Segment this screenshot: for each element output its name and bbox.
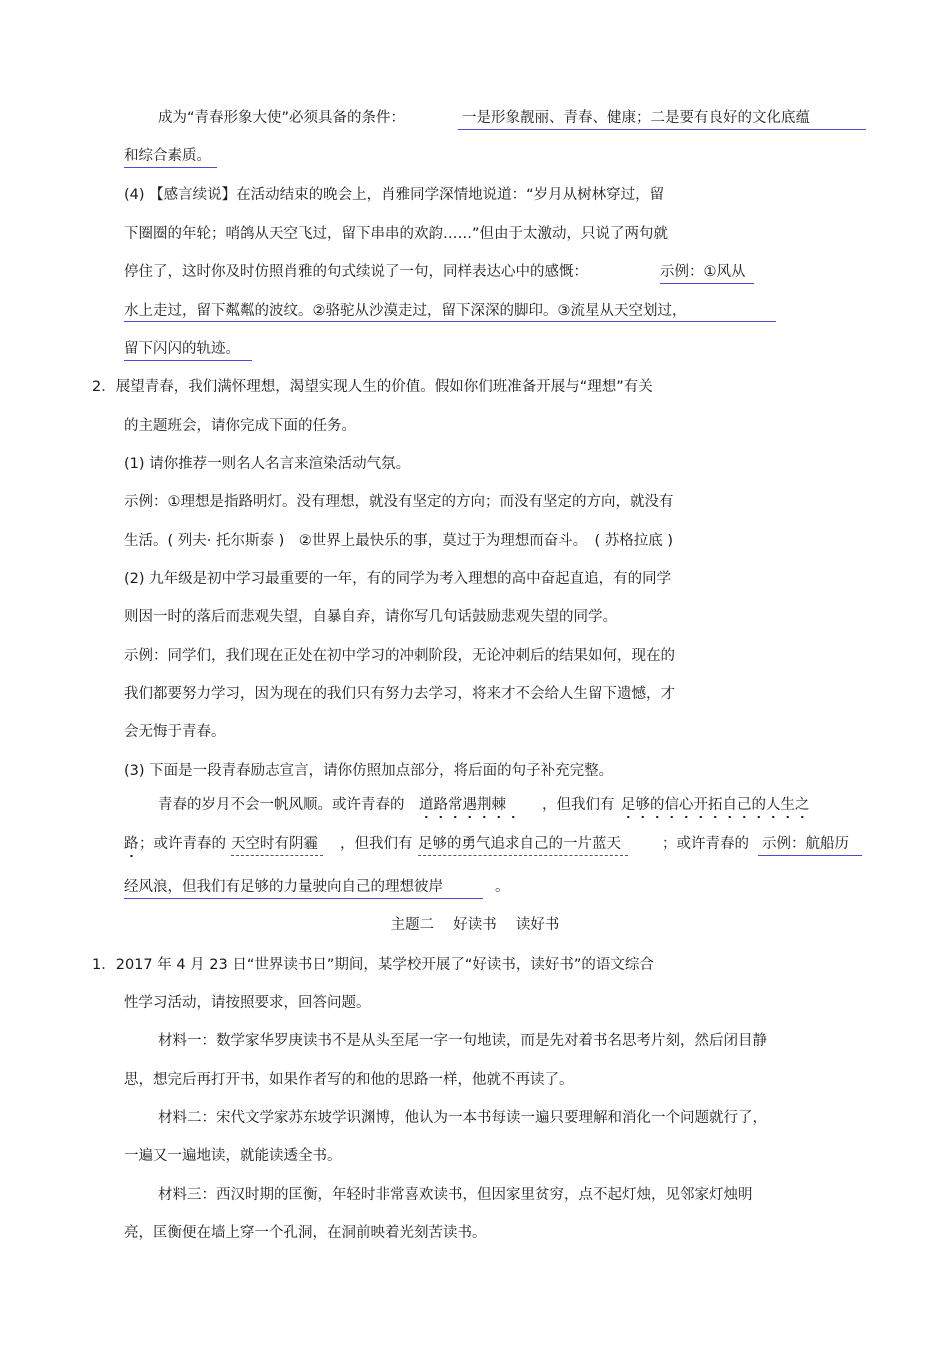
passage-line1-a: 青春的岁月不会一帆风顺。或许青春的 (158, 797, 405, 813)
theme2-q1-line2: 性学习活动，请按照要求，回答问题。 (124, 995, 371, 1011)
example-phrase: 天空时有阴霾 (231, 836, 318, 852)
q4-answer-line3: 留下闪闪的轨迹。 (124, 339, 252, 361)
part3-answer-line2: 经风浪，但我们有足够的力量驶向自己的理想彼岸 (124, 877, 483, 899)
material3-line2: 亮，匡衡便在墙上穿一个孔洞，在洞前映着光刻苦读书。 (124, 1225, 487, 1241)
conditions-prompt: 成为“青春形象大使”必须具备的条件： (158, 110, 406, 126)
q4-answer-line2: 水上走过，留下粼粼的波纹。②骆驼从沙漠走过，留下深深的脚印。③流星从天空划过， (124, 303, 687, 319)
q2-part2-example-line1: 示例：同学们，我们现在正处在初中学习的冲刺阶段，无论冲刺后的结果如何，现在的 (124, 648, 675, 664)
q2-intro-line1: 2．展望青春，我们满怀理想，渴望实现人生的价值。假如你们班准备开展与“理想”有关 (92, 379, 653, 395)
q2-part2-question-line1: (2) 九年级是初中学习最重要的一年，有的同学为考入理想的高中奋起直追，有的同学 (124, 571, 672, 587)
q4-answer-line1: 示例：①风从 (660, 262, 754, 284)
emphasis-dots (621, 815, 813, 819)
material1-line1: 材料一：数学家华罗庚读书不是从头至尾一字一句地读，而是先对着书名思考片刻，然后闭目静 (158, 1033, 767, 1049)
emphasis-dots (124, 854, 139, 858)
emphasized-phrase: 路 (124, 836, 139, 852)
emphasis-dots (419, 815, 520, 819)
q2-part1-example-line2: 生活。( 列夫· 托尔斯泰 ) ②世界上最快乐的事，莫过于为理想而奋斗。 ( 苏格拉底 ) (124, 533, 674, 549)
q2-part2-question-line2: 则因一时的落后而悲观失望，自暴自弃，请你写几句话鼓励悲观失望的同学。 (124, 609, 617, 625)
q2-intro-line2: 的主题班会，请你完成下面的任务。 (124, 418, 356, 434)
answer-underline (458, 129, 866, 130)
answer-underline (758, 855, 862, 856)
q4-text-line3: 停住了，这时你及时仿照肖雅的句式续说了一句，同样表达心中的感慨： (124, 264, 588, 280)
section-title: 主题二 好读书 读好书 (390, 917, 560, 933)
passage-line3-end: 。 (495, 879, 510, 895)
answer-underline (124, 321, 776, 322)
q4-text-line1: (4) 【感言续说】在活动结束的晚会上，肖雅同学深情地说道：“岁月从树林穿过，留 (124, 187, 665, 203)
q2-part2-example-line2: 我们都要努力学习，因为现在的我们只有努力去学习，将来才不会给人生留下遗憾，才 (124, 686, 675, 702)
q4-text-line2: 下圈圈的年轮；哨鸽从天空飞过，留下串串的欢韵……”但由于太激动，只说了两句就 (124, 226, 669, 242)
example-underline (418, 855, 628, 856)
passage-line2-d: ，但我们有 (340, 836, 413, 852)
passage-line2-b: ；或许青春的 (139, 836, 226, 852)
material1-line2: 思，想完后再打开书，如果作者写的和他的思路一样，他就不再读了。 (124, 1072, 574, 1088)
theme2-q1-line1: 1．2017 年 4 月 23 日“世界读书日”期间，某学校开展了“好读书，读好书”的语文综合 (92, 957, 654, 973)
material3-line1: 材料三：西汉时期的匡衡，年轻时非常喜欢读书，但因家里贫穷，点不起灯烛，见邻家灯烛明 (158, 1187, 753, 1203)
material2-line2: 一遍又一遍地读，就能读透全书。 (124, 1148, 342, 1164)
conditions-answer-line1: 一是形象靓丽、青春、健康；二是要有良好的文化底蕴 (462, 110, 810, 126)
q2-part1-question: (1) 请你推荐一则名人名言来渲染活动气氛。 (124, 456, 411, 472)
part3-answer-line1: 示例：航船历 (762, 836, 849, 852)
example-phrase: 足够的勇气追求自己的一片蓝天 (418, 836, 621, 852)
conditions-answer-line2: 和综合素质。 (124, 146, 217, 168)
q2-part2-example-line3: 会无悔于青春。 (124, 724, 226, 740)
q2-part3-question: (3) 下面是一段青春励志宣言，请你仿照加点部分，将后面的句子补充完整。 (124, 763, 614, 779)
emphasized-phrase: 道路常遇荆棘 (419, 797, 506, 813)
passage-line1-c: ，但我们有 (542, 797, 615, 813)
example-underline (231, 855, 323, 856)
emphasized-phrase: 足够的信心开拓自己的人生之 (621, 797, 810, 813)
q2-part1-example-line1: 示例：①理想是指路明灯。没有理想，就没有坚定的方向；而没有坚定的方向，就没有 (124, 494, 674, 510)
material2-line1: 材料二：宋代文学家苏东坡学识渊博，他认为一本书每读一遍只要理解和消化一个问题就行了， (158, 1110, 767, 1126)
passage-line2-f: ；或许青春的 (662, 836, 749, 852)
